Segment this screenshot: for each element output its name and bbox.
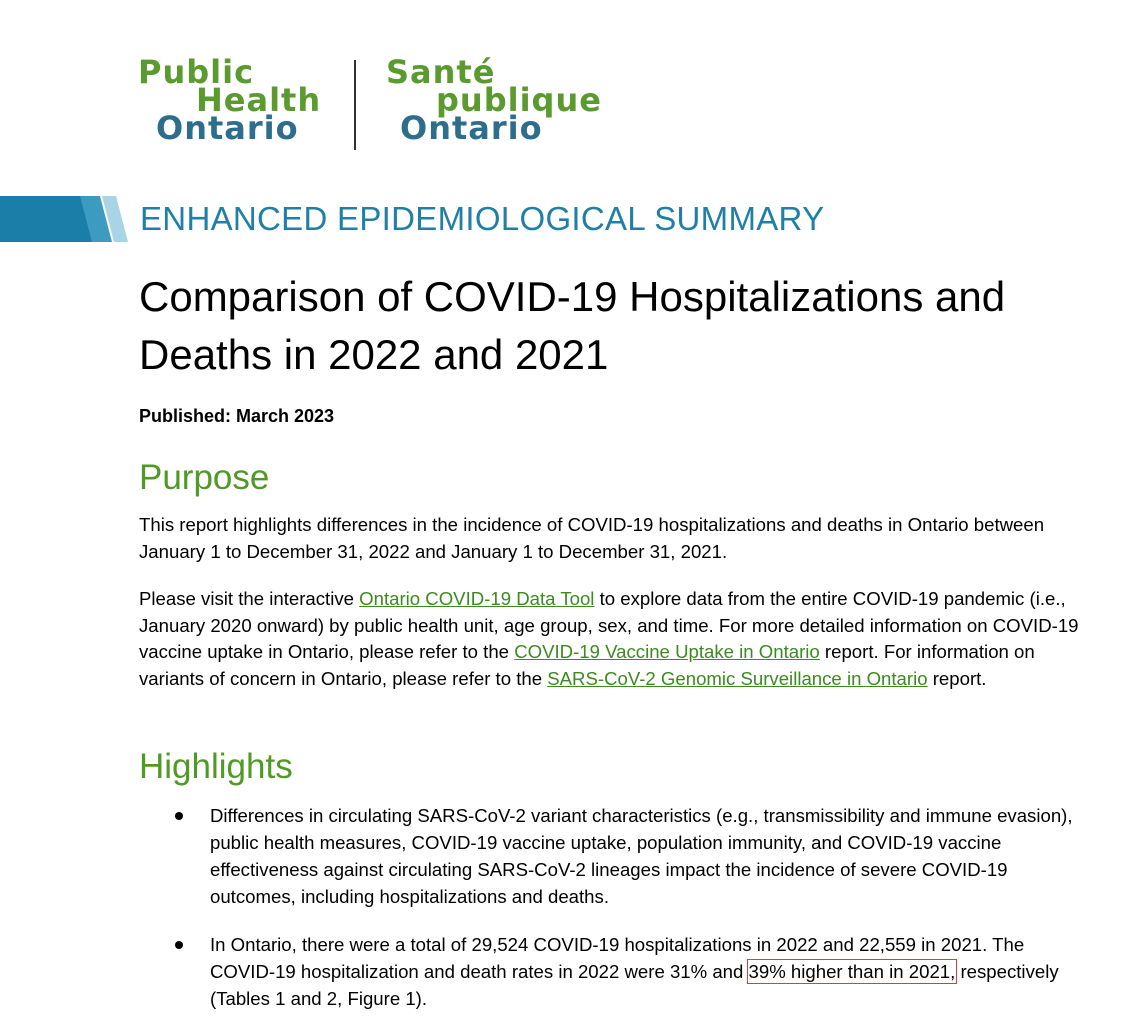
p2-text-b: to explore data from the entire COVID-19 pandemic (i.e., January 2020 onward) by public health unit, age group, sex, and time. For more detailed information on COVID-19 vaccine uptake in Ontario, please refer to the bbox=[139, 588, 1079, 663]
logo-fr-line3: Ontario bbox=[400, 109, 543, 147]
highlights-heading: Highlights bbox=[139, 747, 293, 786]
logo-english bbox=[138, 53, 322, 147]
p2-text-d: report. bbox=[927, 667, 987, 689]
bullet-text-2b: respectively (Tables 1 and 2, Figure 1). bbox=[210, 961, 1059, 1009]
p2-text-c: report. For information on variants of concern in Ontario, please refer to the bbox=[139, 641, 1035, 689]
bullet-text-2a: In Ontario, there were a total of 29,524 COVID-19 hospitalizations in 2022 and 22,559 in 2021. The COVID-19 hospitalization and death rates in 2022 were 31% and bbox=[210, 934, 1025, 982]
highlighted-text: 39% higher than in 2021, bbox=[748, 961, 956, 982]
logo-en-line1: Public bbox=[138, 53, 255, 91]
logo-fr-line1: Santé bbox=[386, 53, 496, 91]
logo-divider bbox=[354, 60, 356, 150]
highlights-list bbox=[139, 802, 1089, 1033]
list-item bbox=[139, 931, 1089, 1012]
bullet-icon bbox=[175, 941, 183, 949]
logo-en-line3: Ontario bbox=[156, 109, 299, 147]
published-date: Published: March 2023 bbox=[139, 406, 335, 426]
data-tool-link[interactable]: Ontario COVID-19 Data Tool bbox=[359, 588, 595, 609]
title-line-1: Comparison of COVID-19 Hospitalizations and bbox=[139, 273, 1006, 320]
purpose-paragraph-1: This report highlights differences in the incidence of COVID-19 hospitalizations and deaths in Ontario between January 1 to December 31, 2022 and January 1 to December 31, 2021. bbox=[139, 514, 1045, 562]
logo-fr-line2: publique bbox=[436, 81, 602, 119]
genomic-surveillance-link[interactable]: SARS-CoV-2 Genomic Surveillance in Ontario bbox=[547, 667, 928, 689]
banner-stripes bbox=[0, 196, 130, 242]
list-item bbox=[139, 802, 1089, 910]
logo-en-line2: Health bbox=[196, 81, 322, 119]
logo-french bbox=[386, 53, 602, 147]
bullet-text-1: Differences in circulating SARS-CoV-2 variant characteristics (e.g., transmissibility and immune evasion), public health measures, COVID-19 vaccine uptake, population immunity, and COVID-19 vaccine effectiveness against circulating SARS-CoV-2 lineages impact the incidence of severe COVID-19 outcomes, including hospitalizations and deaths. bbox=[210, 805, 1073, 907]
title-line-2: Deaths in 2022 and 2021 bbox=[139, 331, 609, 378]
purpose-heading: Purpose bbox=[139, 458, 270, 497]
page-title bbox=[139, 268, 1099, 384]
purpose-paragraph-2 bbox=[139, 586, 1079, 692]
vaccine-uptake-link[interactable]: COVID-19 Vaccine Uptake in Ontario bbox=[514, 641, 820, 663]
p2-text-a: Please visit the interactive bbox=[139, 588, 360, 609]
report-type: ENHANCED EPIDEMIOLOGICAL SUMMARY bbox=[140, 200, 825, 237]
bullet-icon bbox=[175, 812, 183, 820]
logo bbox=[138, 53, 602, 153]
